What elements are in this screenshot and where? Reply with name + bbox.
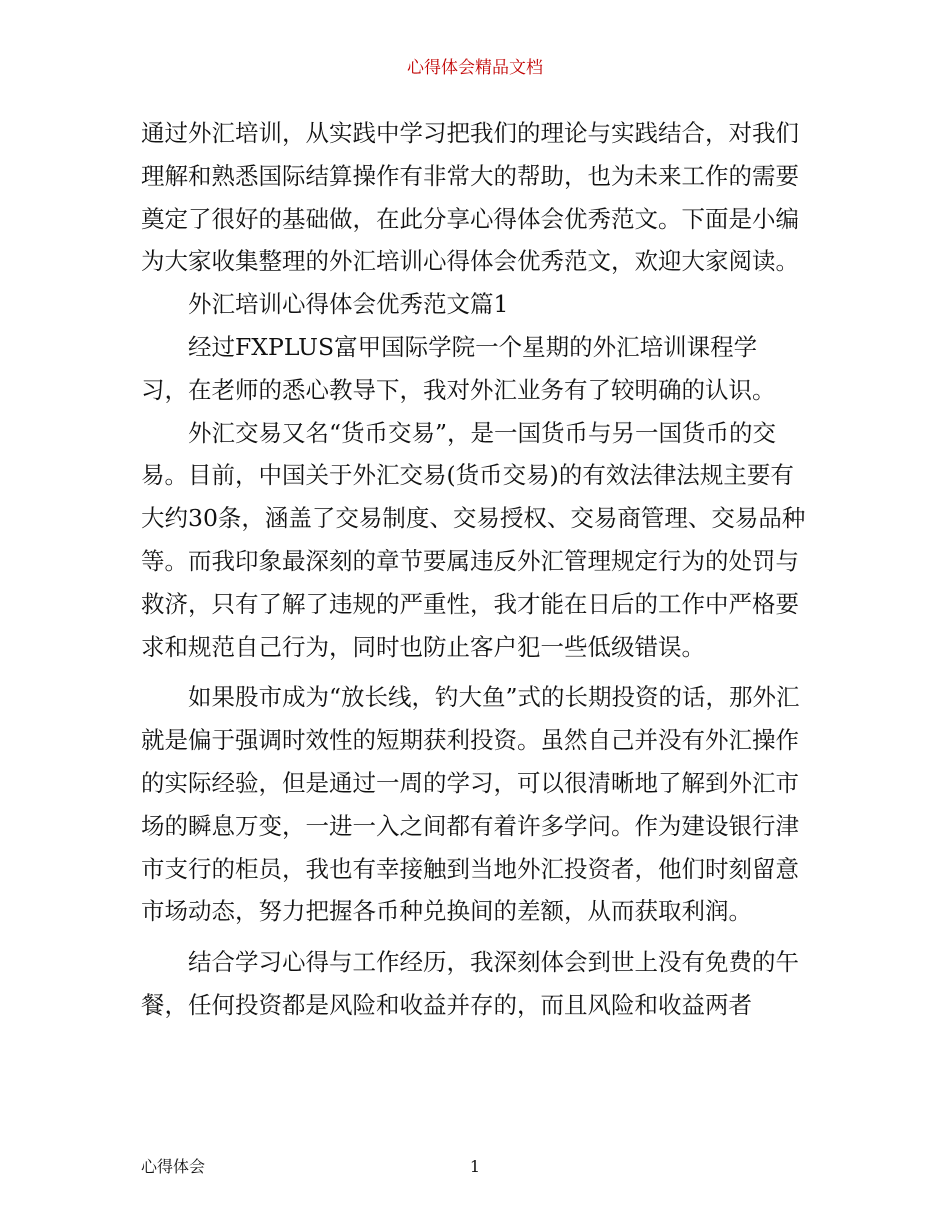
document-body	[141, 112, 811, 1027]
body-paragraph: 如果股市成为“放长线，钓大鱼”式的长期投资的话，那外汇就是偏于强调时效性的短期获利投资。虽然自己并没有外汇操作的实际经验，但是通过一周的学习，可以很清晰地了解到外汇市场的瞬息万变，一进一入之间都有着许多学问。作为建设银行津市支行的柜员，我也有幸接触到当地外汇投资者，他们时刻留意市场动态，努力把握各币种兑换间的差额，从而获取利润。	[141, 683, 800, 926]
section-heading: 外汇培训心得体会优秀范文篇1	[188, 290, 509, 319]
document-header-title: 心得体会精品文档	[407, 58, 543, 78]
body-paragraph: 经过FXPLUS富甲国际学院一个星期的外汇培训课程学习，在老师的悉心教导下，我对外汇业务有了较明确的认识。	[141, 332, 776, 404]
intro-paragraph: 通过外汇培训，从实践中学习把我们的理论与实践结合，对我们理解和熟悉国际结算操作有非常大的帮助，也为未来工作的需要奠定了很好的基础做，在此分享心得体会优秀范文。下面是小编为大家收集整理的外汇培训心得体会优秀范文，欢迎大家阅读。	[141, 119, 799, 276]
body-paragraph: 结合学习心得与工作经历，我深刻体会到世上没有免费的午餐，任何投资都是风险和收益并存的，而且风险和收益两者	[141, 948, 799, 1019]
footer-label: 心得体会	[141, 1157, 206, 1176]
page-number: 1	[469, 1157, 481, 1176]
body-paragraph: 外汇交易又名“货币交易”，是一国货币与另一国货币的交易。目前，中国关于外汇交易(货币交易)的有效法律法规主要有大约30条，涵盖了交易制度、交易授权、交易商管理、交易品种等。而我印象最深刻的章节要属违反外汇管理规定行为的处罚与救济，只有了解了违规的严重性，我才能在日后的工作中严格要求和规范自己行为，同时也防止客户犯一些低级错误。	[141, 418, 806, 661]
